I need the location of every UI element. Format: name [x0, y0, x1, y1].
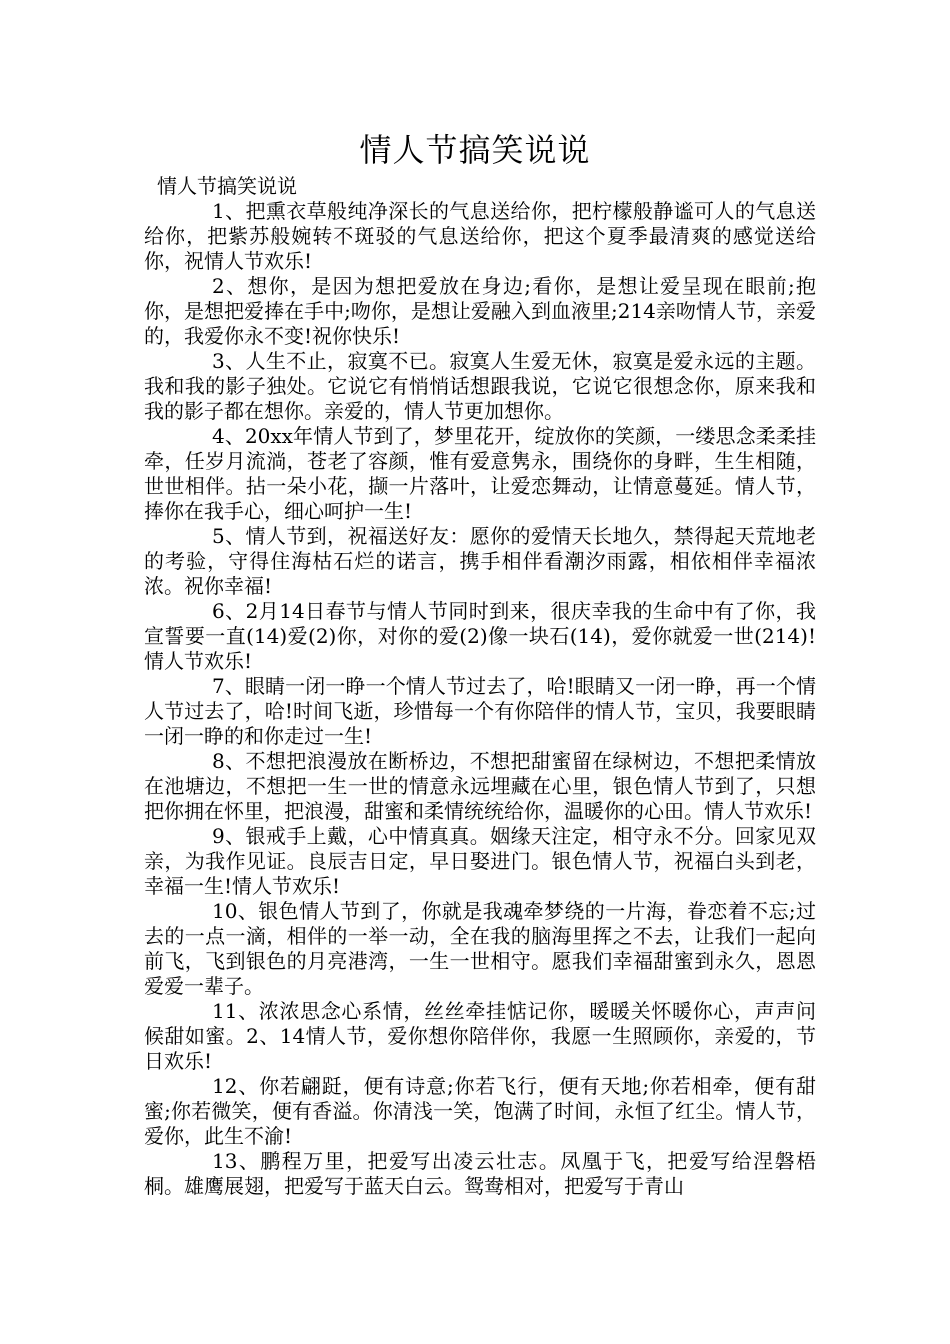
paragraph-3: 3、人生不止，寂寞不已。寂寞人生爱无休，寂寞是爱永远的主题。我和我的影子独处。它说它有悄悄话想跟我说，它说它很想念你，原来我和我的影子都在想你。亲爱的，情人节更加想你。 [144, 349, 816, 423]
paragraph-13: 13、鹏程万里，把爱写出凌云壮志。凤凰于飞，把爱写给涅磐梧桐。雄鹰展翅，把爱写于蓝天白云。鸳鸯相对，把爱写于青山 [144, 1149, 816, 1198]
document-body [144, 174, 816, 1199]
paragraph-9: 9、银戒手上戴，心中情真真。姻缘天注定，相守永不分。回家见双亲，为我作见证。良辰吉日定，早日娶进门。银色情人节，祝福白头到老，幸福一生!情人节欢乐! [144, 824, 816, 898]
document-subtitle: 情人节搞笑说说 [157, 174, 297, 198]
paragraph-6: 6、2月14日春节与情人节同时到来，很庆幸我的生命中有了你，我宣誓要一直(14)爱(2)你，对你的爱(2)像一块石(14)，爱你就爱一世(214)!情人节欢乐! [144, 599, 816, 673]
paragraph-10: 10、银色情人节到了，你就是我魂牵梦绕的一片海，眷恋着不忘;过去的一点一滴，相伴的一举一动，全在我的脑海里挥之不去，让我们一起向前飞，飞到银色的月亮港湾，一生一世相守。愿我们幸福甜蜜到永久，恩恩爱爱一辈子。 [144, 899, 816, 998]
document-title: 情人节搞笑说说 [359, 131, 591, 169]
paragraph-1: 1、把熏衣草般纯净深长的气息送给你，把柠檬般静谧可人的气息送给你，把紫苏般婉转不斑驳的气息送给你，把这个夏季最清爽的感觉送给你，祝情人节欢乐! [144, 199, 816, 273]
paragraph-7: 7、眼睛一闭一睁一个情人节过去了，哈!眼睛又一闭一睁，再一个情人节过去了，哈!时间飞逝，珍惜每一个有你陪伴的情人节，宝贝，我要眼睛一闭一睁的和你走过一生! [144, 674, 816, 748]
paragraph-11: 11、浓浓思念心系情，丝丝牵挂惦记你，暖暖关怀暖你心，声声问候甜如蜜。2、14情人节，爱你想你陪伴你，我愿一生照顾你，亲爱的，节日欢乐! [144, 999, 816, 1073]
paragraph-8: 8、不想把浪漫放在断桥边，不想把甜蜜留在绿树边，不想把柔情放在池塘边，不想把一生一世的情意永远埋藏在心里，银色情人节到了，只想把你拥在怀里，把浪漫，甜蜜和柔情统统给你，温暖你的心田。情人节欢乐! [144, 749, 816, 823]
paragraph-5: 5、情人节到，祝福送好友：愿你的爱情天长地久，禁得起天荒地老的考验，守得住海枯石烂的诺言，携手相伴看潮汐雨露，相依相伴幸福浓浓。祝你幸福! [144, 524, 816, 598]
paragraph-12: 12、你若翩跹，便有诗意;你若飞行，便有天地;你若相牵，便有甜蜜;你若微笑，便有香溢。你清浅一笑，饱满了时间，永恒了红尘。情人节，爱你，此生不渝! [144, 1074, 816, 1148]
paragraph-2: 2、想你，是因为想把爱放在身边;看你，是想让爱呈现在眼前;抱你，是想把爱捧在手中;吻你，是想让爱融入到血液里;214亲吻情人节，亲爱的，我爱你永不变!祝你快乐! [144, 274, 816, 348]
paragraph-4: 4、20xx年情人节到了，梦里花开，绽放你的笑颜，一缕思念柔柔挂牵，任岁月流淌，苍老了容颜，惟有爱意隽永，围绕你的身畔，生生相随，世世相伴。拈一朵小花，撷一片落叶，让爱恋舞动，让情意蔓延。情人节，捧你在我手心，细心呵护一生! [144, 424, 816, 523]
